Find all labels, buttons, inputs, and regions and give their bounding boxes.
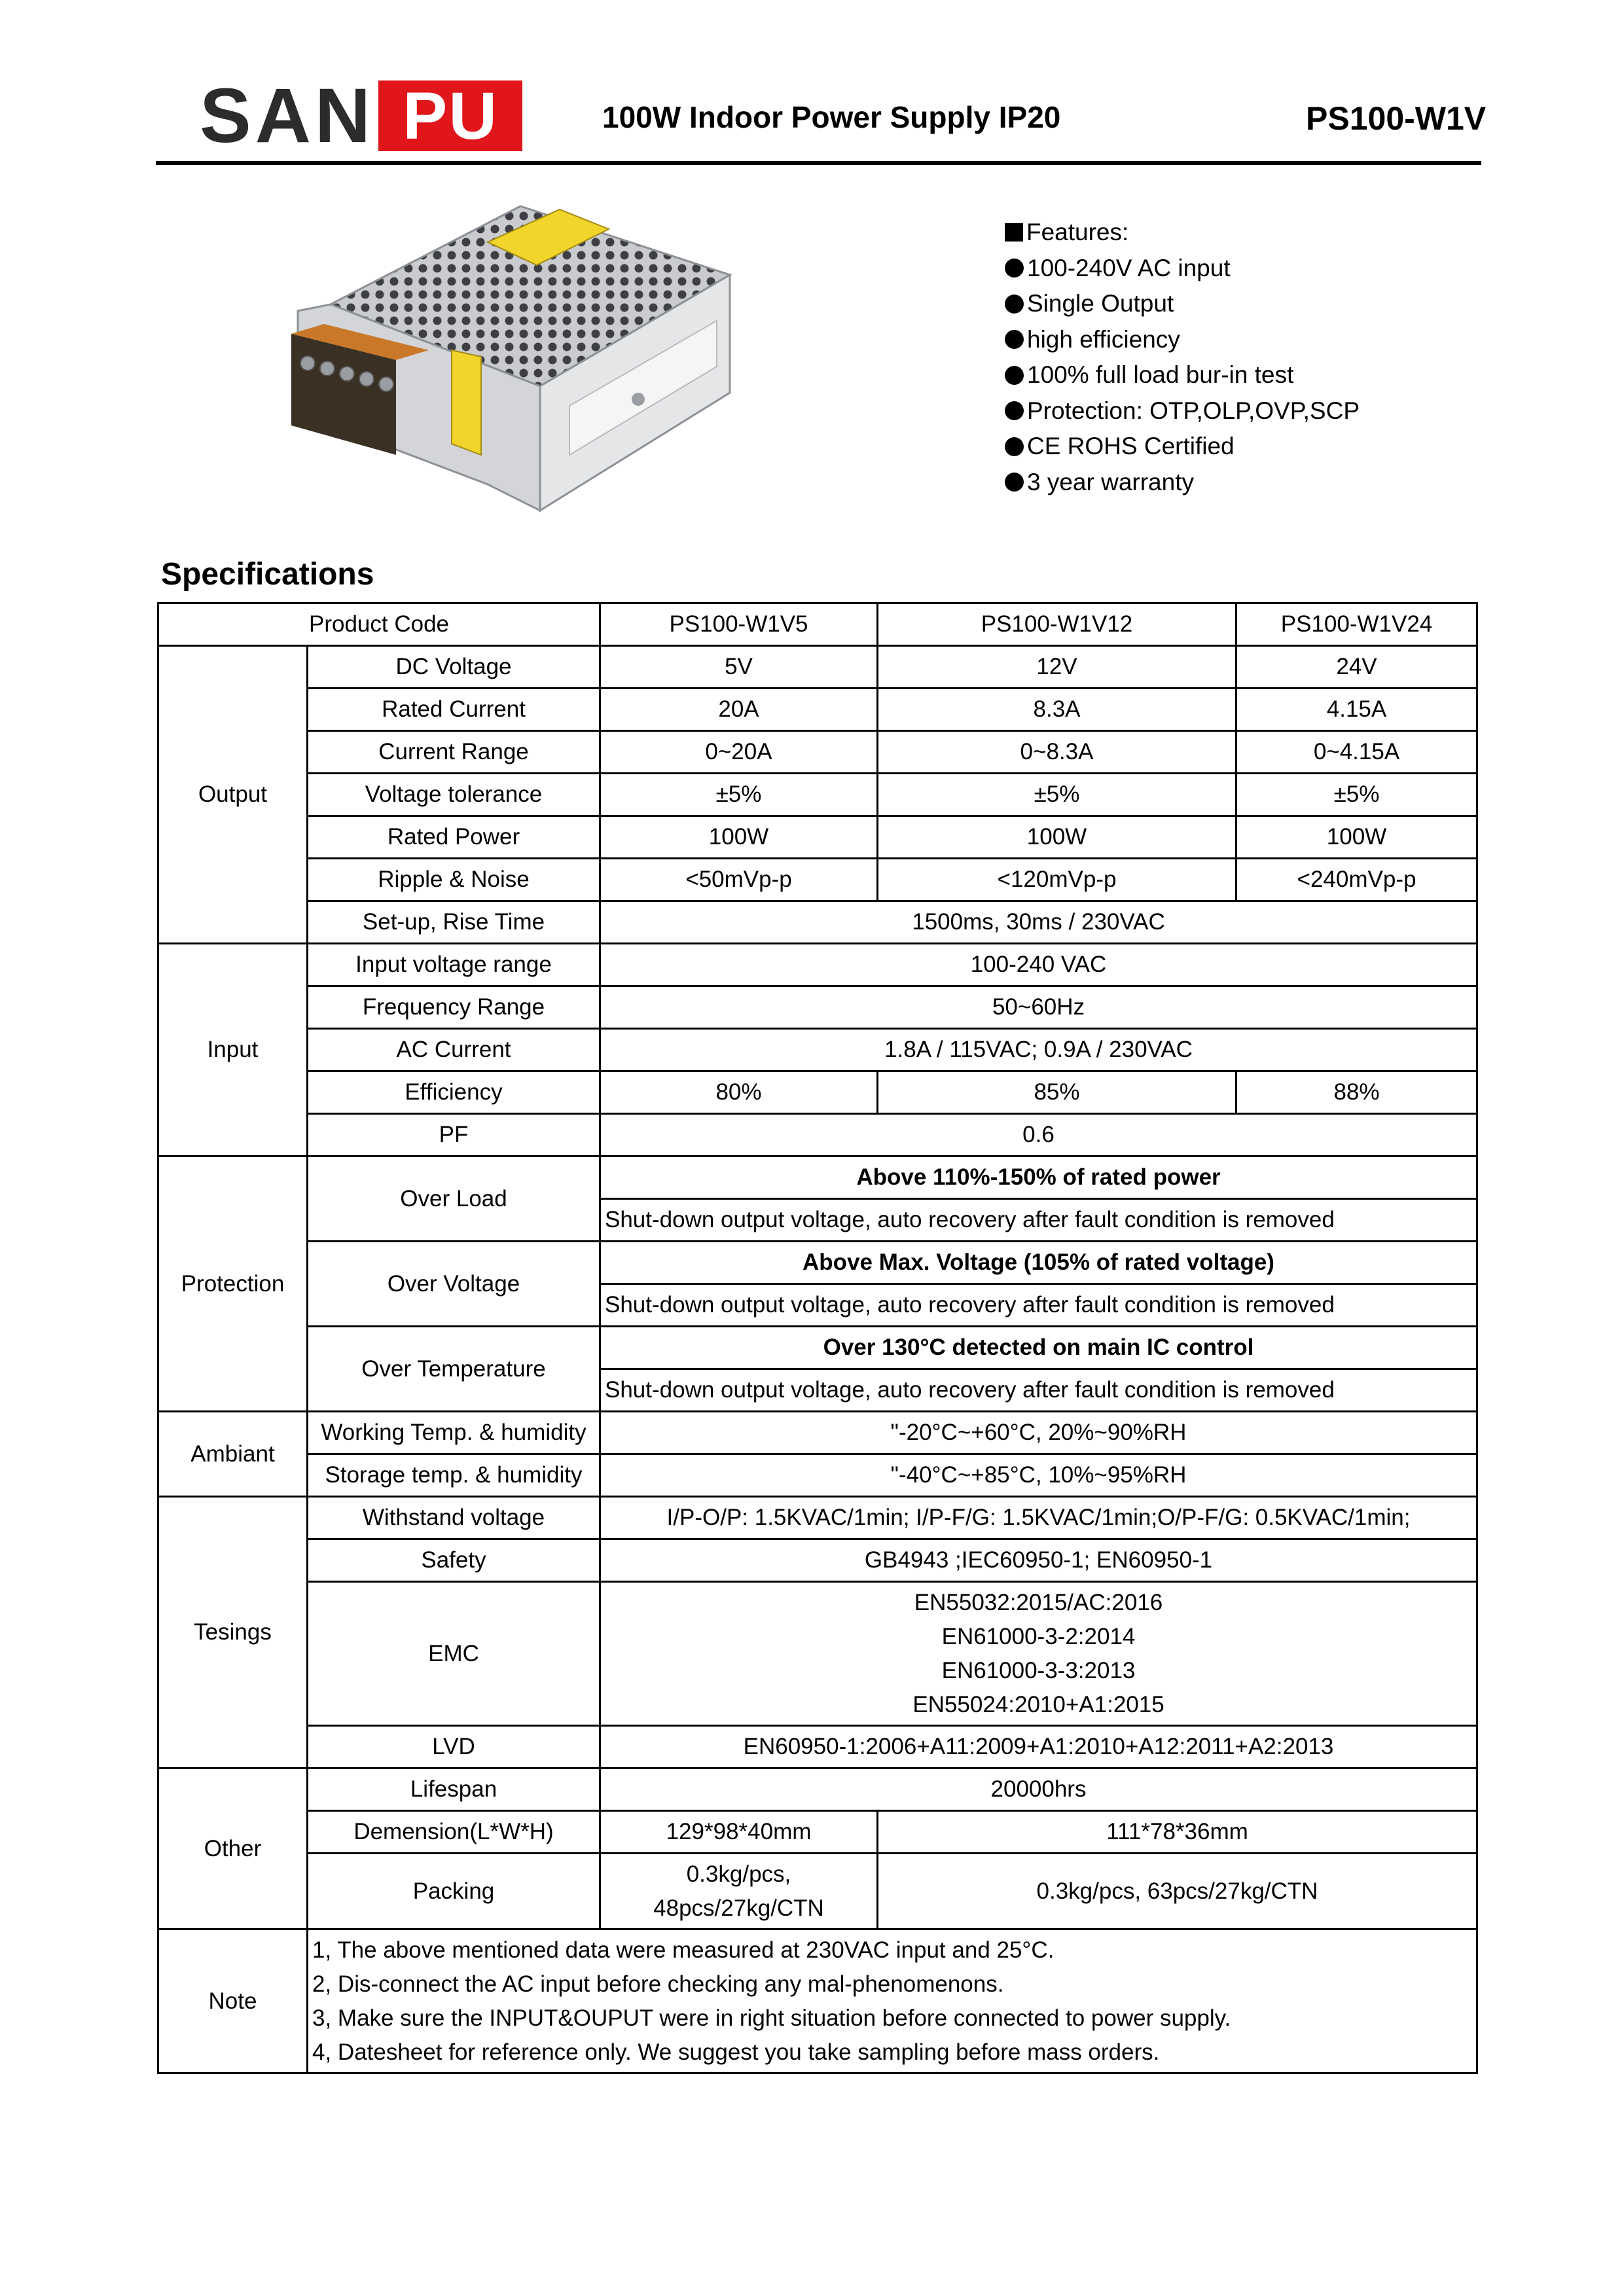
spec-label: Lifespan	[308, 1768, 600, 1811]
group-label-input: Input	[158, 944, 308, 1157]
spec-label: Voltage tolerance	[308, 774, 600, 816]
spec-value: 100W	[1236, 816, 1477, 859]
table-row	[158, 1582, 1477, 1726]
spec-value: 50~60Hz	[600, 986, 1477, 1029]
bullet-icon	[1005, 259, 1024, 278]
protection-action: Shut-down output voltage, auto recovery after fault condition is removed	[600, 1369, 1477, 1412]
sanpu-logo	[200, 73, 522, 159]
spec-label: Input voltage range	[308, 944, 600, 986]
feature-item: CE ROHS Certified	[1005, 429, 1360, 465]
spec-label: DC Voltage	[308, 646, 600, 689]
table-row	[158, 646, 1477, 689]
protection-condition: Above 110%-150% of rated power	[600, 1157, 1477, 1199]
spec-value: "-40°C~+85°C, 10%~95%RH	[600, 1454, 1477, 1497]
spec-value: 1500ms, 30ms / 230VAC	[600, 901, 1477, 944]
spec-label: Rated Current	[308, 689, 600, 731]
notes	[308, 1929, 1477, 2073]
document-title: 100W Indoor Power Supply IP20	[602, 100, 1061, 134]
note-line: 3, Make sure the INPUT&OUPUT were in right situation before connected to power supply.	[312, 2005, 1231, 2031]
group-label-other: Other	[158, 1768, 308, 1929]
table-row	[158, 1929, 1477, 2073]
spec-label: Working Temp. & humidity	[308, 1412, 600, 1454]
header-divider	[156, 161, 1481, 165]
table-row	[158, 1497, 1477, 1539]
feature-item: Single Output	[1005, 286, 1360, 322]
packing-line: 0.3kg/pcs,	[686, 1861, 791, 1887]
group-label-protection: Protection	[158, 1157, 308, 1412]
table-row	[158, 1029, 1477, 1071]
table-row	[158, 1539, 1477, 1582]
model-cell: PS100-W1V5	[600, 603, 878, 646]
protection-action: Shut-down output voltage, auto recovery after fault condition is removed	[600, 1199, 1477, 1242]
spec-label: LVD	[308, 1726, 600, 1768]
spec-value: 1.8A / 115VAC; 0.9A / 230VAC	[600, 1029, 1477, 1071]
table-row	[158, 944, 1477, 986]
specifications-table	[157, 602, 1478, 2074]
spec-value: ±5%	[1236, 774, 1477, 816]
spec-value: 0~8.3A	[878, 731, 1236, 774]
spec-label: Packing	[308, 1854, 600, 1929]
model-cell: PS100-W1V24	[1236, 603, 1477, 646]
spec-label: Withstand voltage	[308, 1497, 600, 1539]
note-line: 4, Datesheet for reference only. We suggest you take sampling before mass orders.	[312, 2039, 1160, 2065]
bullet-icon	[1005, 295, 1024, 314]
emc-line: EN61000-3-3:2013	[941, 1657, 1136, 1683]
spec-value: EN60950-1:2006+A11:2009+A1:2010+A12:2011+A2:2013	[600, 1726, 1477, 1768]
spec-value: 80%	[600, 1071, 878, 1114]
table-row	[158, 1811, 1477, 1854]
spec-value: 20A	[600, 689, 878, 731]
spec-label: Ripple & Noise	[308, 859, 600, 901]
spec-value: 12V	[878, 646, 1236, 689]
spec-label: Storage temp. & humidity	[308, 1454, 600, 1497]
spec-label: Over Load	[308, 1157, 600, 1242]
spec-value: 24V	[1236, 646, 1477, 689]
bullet-icon	[1005, 401, 1024, 420]
spec-label: PF	[308, 1114, 600, 1157]
spec-value: 100-240 VAC	[600, 944, 1477, 986]
features-heading: Features:	[1005, 215, 1360, 251]
spec-value: 4.15A	[1236, 689, 1477, 731]
spec-label: Set-up, Rise Time	[308, 901, 600, 944]
protection-condition: Over 130°C detected on main IC control	[600, 1327, 1477, 1369]
note-line: 2, Dis-connect the AC input before checking any mal-phenomenons.	[312, 1971, 1004, 1997]
table-row	[158, 1327, 1477, 1369]
table-row	[158, 689, 1477, 731]
protection-action: Shut-down output voltage, auto recovery after fault condition is removed	[600, 1284, 1477, 1327]
emc-line: EN55032:2015/AC:2016	[914, 1589, 1163, 1615]
spec-value: <240mVp-p	[1236, 859, 1477, 901]
table-row	[158, 1071, 1477, 1114]
table-row	[158, 1242, 1477, 1284]
square-bullet-icon	[1005, 223, 1023, 242]
spec-value: 100W	[878, 816, 1236, 859]
group-label-output: Output	[158, 646, 308, 944]
spec-label: Frequency Range	[308, 986, 600, 1029]
spec-value: I/P-O/P: 1.5KVAC/1min; I/P-F/G: 1.5KVAC/1min;O/P-F/G: 0.5KVAC/1min;	[600, 1497, 1477, 1539]
table-row	[158, 859, 1477, 901]
packing-v5	[600, 1854, 878, 1929]
spec-label: Over Temperature	[308, 1327, 600, 1412]
spec-value: 5V	[600, 646, 878, 689]
table-row	[158, 1157, 1477, 1199]
emc-line: EN55024:2010+A1:2015	[912, 1691, 1164, 1717]
spec-value: <50mVp-p	[600, 859, 878, 901]
spec-value: ±5%	[600, 774, 878, 816]
spec-label: Safety	[308, 1539, 600, 1582]
logo-text-pu: PU	[378, 81, 522, 151]
table-row	[158, 1114, 1477, 1157]
spec-label: Rated Power	[308, 816, 600, 859]
table-row	[158, 774, 1477, 816]
power-supply-image	[272, 196, 756, 537]
emc-line: EN61000-3-2:2014	[941, 1623, 1136, 1649]
spec-value: 0.6	[600, 1114, 1477, 1157]
bullet-icon	[1005, 366, 1024, 385]
spec-value: 0~4.15A	[1236, 731, 1477, 774]
specifications-heading: Specifications	[161, 557, 374, 592]
spec-label: Current Range	[308, 731, 600, 774]
feature-item: Protection: OTP,OLP,OVP,SCP	[1005, 393, 1360, 429]
table-row	[158, 1412, 1477, 1454]
spec-value: "-20°C~+60°C, 20%~90%RH	[600, 1412, 1477, 1454]
table-row	[158, 901, 1477, 944]
packing-line: 48pcs/27kg/CTN	[653, 1895, 824, 1921]
spec-value: 100W	[600, 816, 878, 859]
emc-standards	[600, 1582, 1477, 1726]
model-code: PS100-W1V	[1306, 100, 1487, 137]
product-code-label: Product Code	[158, 603, 600, 646]
spec-label: EMC	[308, 1582, 600, 1726]
spec-label: AC Current	[308, 1029, 600, 1071]
table-row	[158, 1854, 1477, 1929]
table-row	[158, 1454, 1477, 1497]
group-label-note: Note	[158, 1929, 308, 2073]
model-cell: PS100-W1V12	[878, 603, 1236, 646]
table-row	[158, 986, 1477, 1029]
spec-value: 111*78*36mm	[878, 1811, 1477, 1854]
table-row	[158, 603, 1477, 646]
spec-value: 129*98*40mm	[600, 1811, 878, 1854]
spec-value: 0.3kg/pcs, 63pcs/27kg/CTN	[878, 1854, 1477, 1929]
spec-label: Over Voltage	[308, 1242, 600, 1327]
spec-value: 20000hrs	[600, 1768, 1477, 1811]
logo-text-san: SAN	[200, 73, 375, 159]
spec-value: 85%	[878, 1071, 1236, 1114]
spec-label: Efficiency	[308, 1071, 600, 1114]
spec-value: 8.3A	[878, 689, 1236, 731]
spec-label: Demension(L*W*H)	[308, 1811, 600, 1854]
bullet-icon	[1005, 473, 1024, 492]
protection-condition: Above Max. Voltage (105% of rated voltage)	[600, 1242, 1477, 1284]
table-row	[158, 1726, 1477, 1768]
feature-item: 100% full load bur-in test	[1005, 357, 1360, 393]
table-row	[158, 816, 1477, 859]
spec-value: 88%	[1236, 1071, 1477, 1114]
feature-item: 3 year warranty	[1005, 465, 1360, 501]
spec-value: 0~20A	[600, 731, 878, 774]
bullet-icon	[1005, 330, 1024, 349]
table-row	[158, 1768, 1477, 1811]
feature-item: 100-240V AC input	[1005, 251, 1360, 287]
group-label-tesings: Tesings	[158, 1497, 308, 1768]
feature-item: high efficiency	[1005, 322, 1360, 358]
group-label-ambiant: Ambiant	[158, 1412, 308, 1497]
table-row	[158, 731, 1477, 774]
spec-value: ±5%	[878, 774, 1236, 816]
spec-value: <120mVp-p	[878, 859, 1236, 901]
features-list	[1005, 215, 1360, 500]
spec-value: GB4943 ;IEC60950-1; EN60950-1	[600, 1539, 1477, 1582]
note-line: 1, The above mentioned data were measured at 230VAC input and 25°C.	[312, 1937, 1055, 1963]
bullet-icon	[1005, 437, 1024, 456]
